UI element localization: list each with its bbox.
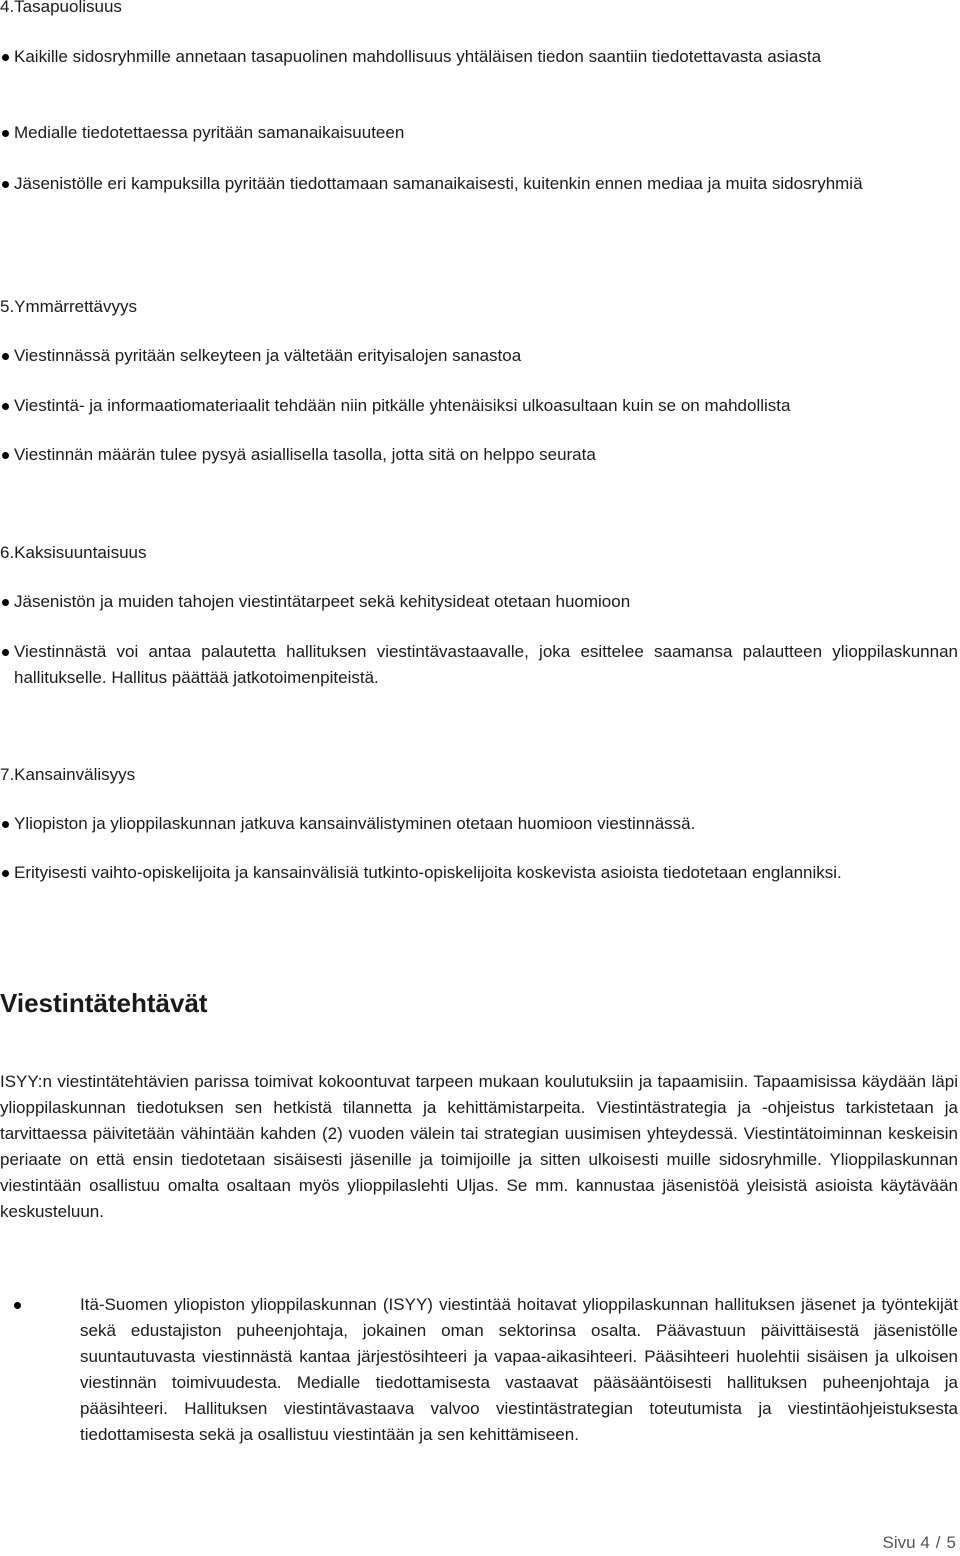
bullet-text: Yliopiston ja ylioppilaskunnan jatkuva kansainvälistyminen otetaan huomioon viestinnässä. xyxy=(14,814,696,833)
section-heading-4: 4.Tasapuolisuus xyxy=(0,0,122,16)
bullet-text: Kaikille sidosryhmille annetaan tasapuolinen mahdollisuus yhtäläisen tiedon saantiin tiedotettavasta asiasta xyxy=(14,47,822,66)
bullet-text: Medialle tiedotettaessa pyritään samanaikaisuuteen xyxy=(14,123,405,142)
list-item xyxy=(0,639,958,691)
list-item xyxy=(0,171,958,197)
bullet-text: Jäsenistön ja muiden tahojen viestintätarpeet sekä kehitysideat otetaan huomioon xyxy=(14,592,631,611)
bullet-text: Jäsenistölle eri kampuksilla pyritään tiedottamaan samanaikaisesti, kuitenkin ennen mediaa ja muita sidosryhmiä xyxy=(14,174,863,193)
list-item xyxy=(0,442,958,468)
bullet-text: Erityisesti vaihto-opiskelijoita ja kansainvälisiä tutkinto-opiskelijoita koskevista asioista tiedotetaan englanniksi. xyxy=(14,863,842,882)
bullet-text: Viestinnän määrän tulee pysyä asiallisella tasolla, jotta sitä on helppo seurata xyxy=(14,445,596,464)
page-label: Sivu 4 xyxy=(882,1533,930,1552)
page-total: 5 xyxy=(946,1533,956,1552)
bullet-icon xyxy=(0,343,14,369)
bullet-icon xyxy=(0,1292,80,1448)
bullet-icon xyxy=(0,442,14,468)
bullet-icon xyxy=(0,171,14,197)
bullet-icon xyxy=(0,589,14,615)
bullet-icon xyxy=(0,120,14,146)
section-heading-6: 6.Kaksisuuntaisuus xyxy=(0,543,147,562)
bullet-icon xyxy=(0,811,14,837)
list-item xyxy=(0,393,958,419)
bullet-icon xyxy=(0,639,14,665)
bullet-icon xyxy=(0,860,14,886)
list-item xyxy=(0,1292,958,1448)
section-heading-5: 5.Ymmärrettävyys xyxy=(0,297,137,316)
bullet-text: Itä-Suomen yliopiston ylioppilaskunnan (ISYY) viestintää hoitavat ylioppilaskunnan hallituksen jäsenet ja työntekijät sekä edustajiston puheenjohtaja, jokainen oman sektorinsa osalta. Päävastuun päivittäisestä jäsenistölle suuntautuvasta viestinnästä kantaa järjestösihteeri ja vapaa-aikasihteeri. Pääsihteeri huolehtii sisäisen ja ulkoisen viestinnän toimivuudesta. Medialle tiedottamisesta vastaavat pääsääntöisesti hallituksen puheenjohtaja ja pääsihteeri. Hallituksen viestintävastaava valvoo viestintästrategian toteutumista ja viestintäohjeistuksesta tiedottamisesta sekä ja osallistuu viestintään ja sen kehittämiseen. xyxy=(80,1295,958,1444)
list-item xyxy=(0,120,958,146)
list-item xyxy=(0,589,958,615)
bullet-text: Viestinnässä pyritään selkeyteen ja vältetään erityisalojen sanastoa xyxy=(14,346,522,365)
main-heading: Viestintätehtävät xyxy=(0,988,208,1018)
section-heading-7: 7.Kansainvälisyys xyxy=(0,765,136,784)
bullet-icon xyxy=(0,393,14,419)
page-separator: / xyxy=(935,1533,941,1552)
bullet-text: Viestinnästä voi antaa palautetta hallituksen viestintävastaavalle, joka esittelee saamansa palautteen ylioppilaskunnan hallitukselle. Hallitus päättää jatkotoimenpiteistä. xyxy=(14,642,958,687)
page-number xyxy=(883,1530,956,1556)
list-item xyxy=(0,343,958,369)
list-item xyxy=(0,44,958,70)
body-paragraph: ISYY:n viestintätehtävien parissa toimivat kokoontuvat tarpeen mukaan koulutuksiin ja tapaamisiin. Tapaamisissa käydään läpi ylioppilaskunnan tiedotuksen sen hetkistä tilannetta ja kehittämistarpeita. Viestintästrategia ja -ohjeistus tarkistetaan ja tarvittaessa päivitetään vähintään kahden (2) vuoden välein tai strategian uusimisen yhteydessä. Viestintätoiminnan keskeisin periaate on että ensin tiedotetaan sisäisesti jäsenille ja toimijoille ja sitten ulkoisesti muille sidosryhmille. Ylioppilaskunnan viestintään osallistuu omalta osaltaan myös ylioppilaslehti Uljas. Se mm. kannustaa jäsenistöä yleisistä asioista käytävään keskusteluun. xyxy=(0,1072,958,1221)
bullet-icon xyxy=(0,44,14,70)
list-item xyxy=(0,811,958,837)
list-item xyxy=(0,860,958,886)
bullet-text: Viestintä- ja informaatiomateriaalit tehdään niin pitkälle yhtenäisiksi ulkoasultaan kuin se on mahdollista xyxy=(14,396,791,415)
